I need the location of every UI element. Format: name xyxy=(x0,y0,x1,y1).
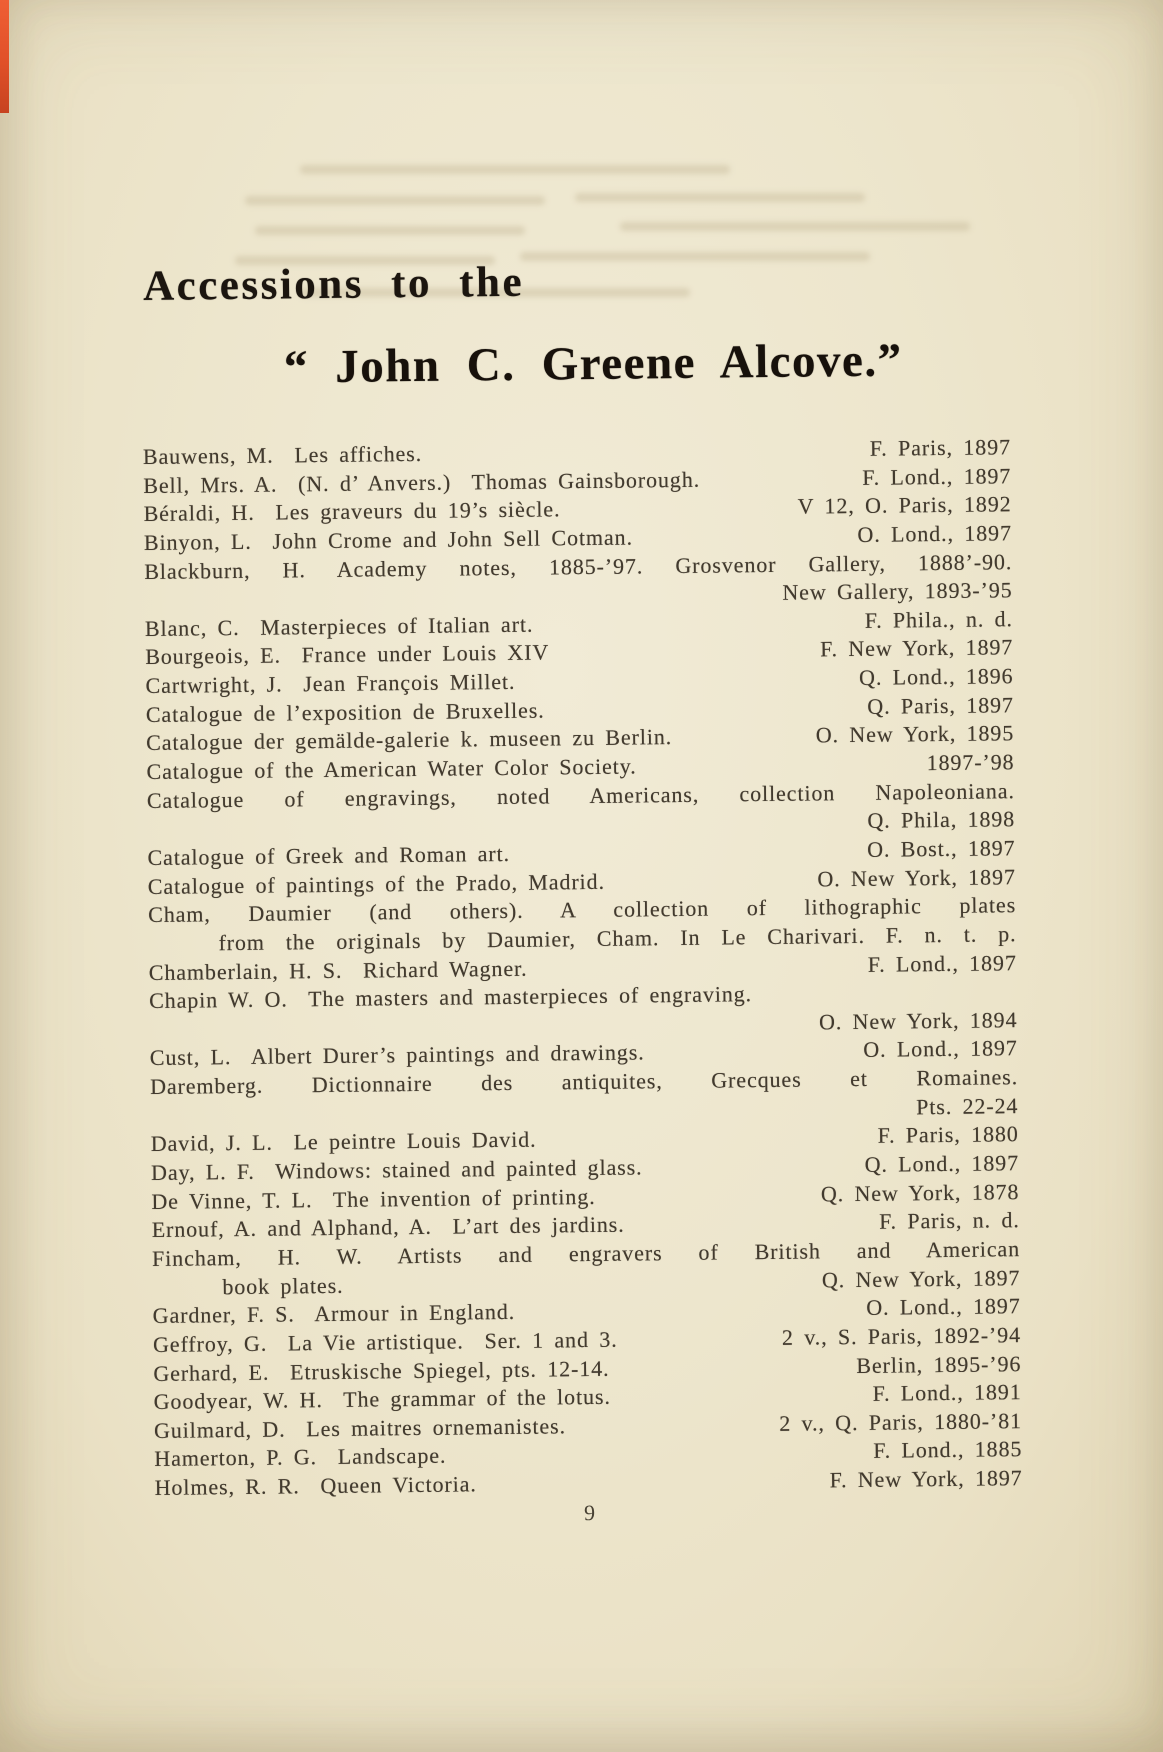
entry-imprint-text: F. Lond., 1897 xyxy=(867,949,1017,977)
entry-imprint-text: O. Lond., 1897 xyxy=(857,520,1013,547)
entry-title-text: Goodyear, W. H. The grammar of the lotus. xyxy=(153,1383,611,1415)
entry-title-text: Catalogue der gemälde-galerie k. museen zu Berlin. xyxy=(146,724,673,756)
entry-title-text: Daremberg. Dictionnaire des antiquites, Grecques et Romaines. xyxy=(149,1064,1019,1100)
entry-title-text: De Vinne, T. L. The invention of printing. xyxy=(151,1183,596,1214)
entry-imprint-text: 2 v., Q. Paris, 1880-’81 xyxy=(779,1407,1023,1436)
entry-title-text: Chamberlain, H. S. Richard Wagner. xyxy=(148,955,528,985)
entry-title-text: Catalogue of engravings, noted Americans, collection Napoleoniana. xyxy=(146,777,1015,813)
entry-title-text: Bell, Mrs. A. (N. d’ Anvers.) Thomas Gainsborough. xyxy=(143,466,701,498)
entry-imprint-text: Q. Lond., 1896 xyxy=(858,663,1014,691)
entry-imprint-text: Q. New York, 1897 xyxy=(821,1264,1021,1292)
entry-imprint-text: O. Lond., 1897 xyxy=(863,1035,1018,1063)
entry-imprint-text: 1897-’98 xyxy=(926,749,1015,776)
entry-title-text: Blanc, C. Masterpieces of Italian art. xyxy=(144,611,534,641)
entry-imprint-text: F. New York, 1897 xyxy=(829,1465,1023,1493)
entry-imprint-text: F. Phila., n. d. xyxy=(864,606,1014,633)
entry-title-text: Catalogue of the American Water Color Society. xyxy=(146,753,637,785)
entry-title-text: Binyon, L. John Crome and John Sell Cotman. xyxy=(143,524,634,555)
entry-title-text: Bauwens, M. Les affiches. xyxy=(142,440,423,470)
entry-imprint-text: Q. Paris, 1897 xyxy=(867,691,1014,719)
entry-imprint-text: F. Paris, n. d. xyxy=(879,1207,1020,1235)
entry-title-text: Cust, L. Albert Durer’s paintings and drawings. xyxy=(149,1039,645,1071)
entry-title-text: Gardner, F. S. Armour in England. xyxy=(152,1299,516,1329)
entry-title-text: Catalogue of paintings of the Prado, Madrid. xyxy=(147,868,606,899)
entry-title-text: Catalogue of Greek and Roman art. xyxy=(147,840,511,870)
entry-imprint-text: F. Lond., 1897 xyxy=(862,462,1012,490)
entry-imprint-text: F. Paris, 1897 xyxy=(869,434,1012,461)
entry-imprint-text: F. New York, 1897 xyxy=(820,634,1014,662)
entry-imprint-text: O. New York, 1897 xyxy=(817,863,1016,892)
entry-imprint-text: Berlin, 1895-’96 xyxy=(856,1350,1022,1378)
entry-title-text: Bourgeois, E. France under Louis XIV xyxy=(145,639,550,670)
entry-imprint-text: V 12, O. Paris, 1892 xyxy=(797,491,1012,519)
entry-title-text: Cartwright, J. Jean François Millet. xyxy=(145,668,516,699)
entry-title-text: Hamerton, P. G. Landscape. xyxy=(154,1443,447,1472)
entry-title-text: Guilmard, D. Les maitres ornemanistes. xyxy=(153,1413,567,1443)
entry-imprint-text: O. Bost., 1897 xyxy=(866,835,1016,862)
entry-title-text: Blackburn, H. Academy notes, 1885-’97. Grosvenor Gallery, 1888’-90. xyxy=(144,548,1013,584)
page-title: Accessions to the xyxy=(142,258,525,311)
page-number: 9 xyxy=(583,1499,597,1526)
entry-imprint-text: Q. Phila, 1898 xyxy=(867,806,1016,834)
page-subtitle: “ John C. Greene Alcove.” xyxy=(283,334,903,394)
entry-title-text: Chapin W. O. The masters and masterpieces of engraving. xyxy=(149,981,753,1014)
entry-title-text: Fincham, H. W. Artists and engravers of British and American xyxy=(151,1236,1021,1271)
entry-imprint-text: Pts. 22-24 xyxy=(916,1092,1019,1120)
entry-title-text: book plates. xyxy=(222,1272,344,1299)
entry-title-text: Béraldi, H. Les graveurs du 19’s siècle. xyxy=(143,496,561,527)
accessions-list xyxy=(143,433,1023,1502)
entry-title-text: Gerhard, E. Etruskische Spiegel, pts. 12-14. xyxy=(153,1355,610,1386)
entry-title-text: Holmes, R. R. Queen Victoria. xyxy=(154,1471,477,1501)
entry-imprint-text: O. New York, 1894 xyxy=(818,1006,1018,1035)
entry-imprint-text: F. Lond., 1891 xyxy=(872,1379,1022,1406)
entry-title-text: from the originals by Daumier, Cham. In Le Charivari. F. n. t. p. xyxy=(218,921,1017,956)
entry-imprint-text: Q. Lond., 1897 xyxy=(864,1150,1020,1177)
entry-title-text: Ernouf, A. and Alphand, A. L’art des jardins. xyxy=(151,1211,625,1243)
entry-imprint-text: Q. New York, 1878 xyxy=(820,1178,1020,1207)
entry-imprint-text: O. New York, 1895 xyxy=(815,720,1015,748)
entry-imprint-text: O. Lond., 1897 xyxy=(866,1293,1021,1321)
entry-title-text: Day, L. F. Windows: stained and painted glass. xyxy=(150,1154,643,1186)
entry-imprint-text: New Gallery, 1893-’95 xyxy=(782,577,1013,606)
entry-title-text: Catalogue de l’exposition de Bruxelles. xyxy=(145,697,545,727)
entry-imprint-text: F. Paris, 1880 xyxy=(877,1121,1019,1149)
entry-title-text: Cham, Daumier (and others). A collection of lithographic plates xyxy=(148,892,1017,928)
entry-imprint-text: 2 v., S. Paris, 1892-’94 xyxy=(781,1322,1022,1350)
entry-imprint-text: F. Lond., 1885 xyxy=(873,1436,1023,1464)
entry-title-text: Geffroy, G. La Vie artistique. Ser. 1 and 3. xyxy=(152,1326,618,1357)
entry-title-text: David, J. L. Le peintre Louis David. xyxy=(150,1127,537,1157)
